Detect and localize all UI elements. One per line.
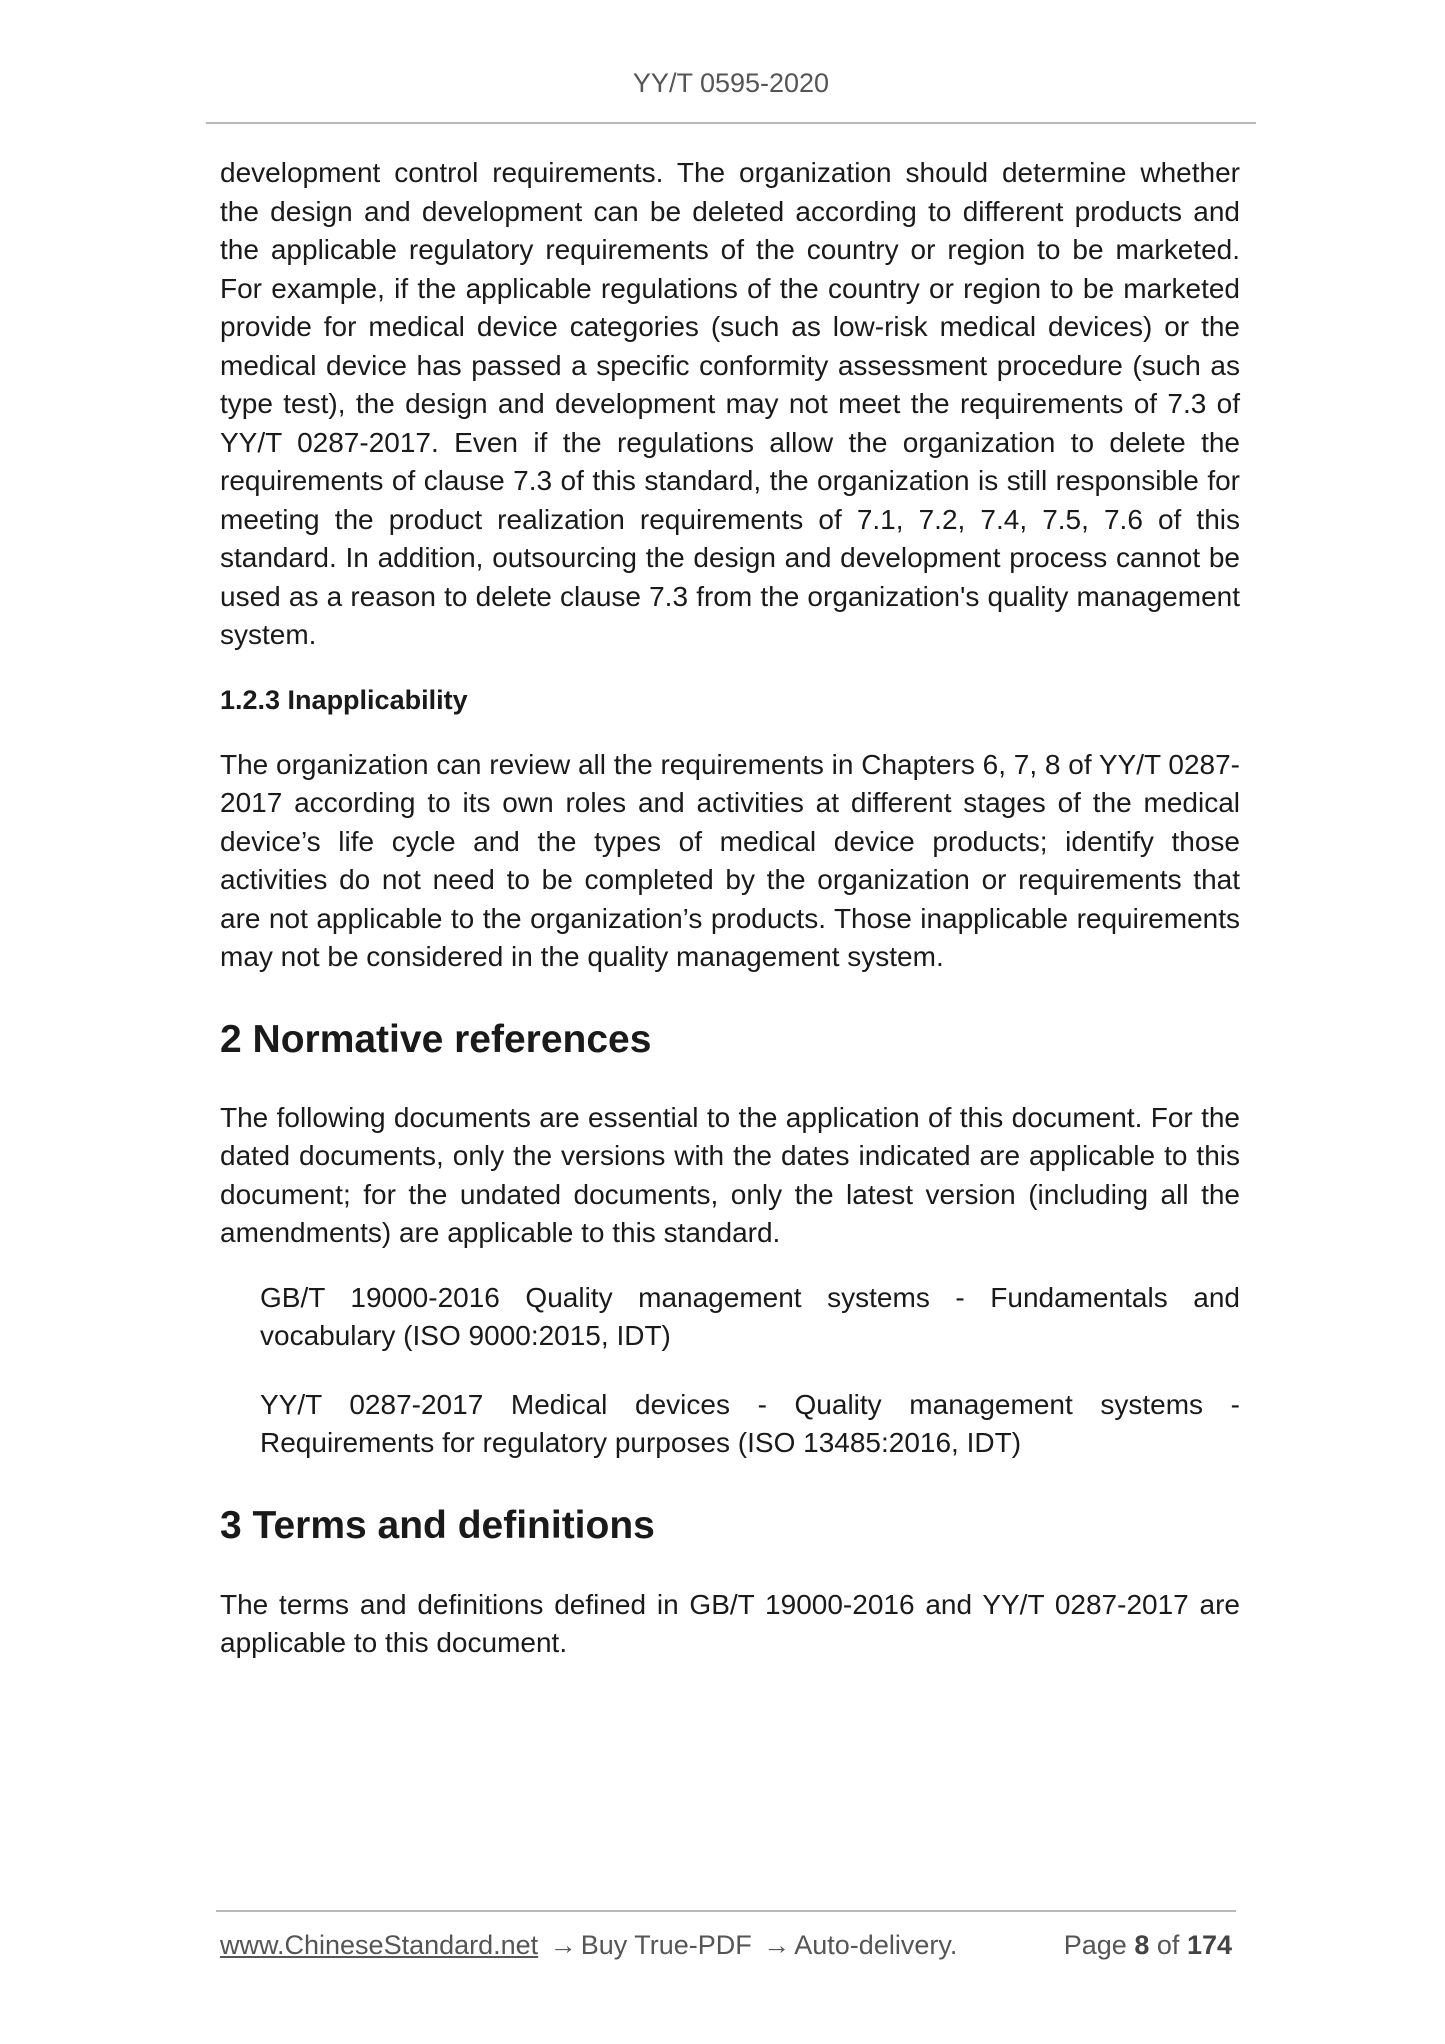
reference-item: GB/T 19000-2016 Quality management systems - Fundamentals and vocabulary (ISO 9000:2015, IDT): [260, 1281, 1240, 1351]
auto-delivery-text: Auto-delivery.: [794, 1930, 958, 1960]
section-heading-terms-definitions: 3 Terms and definitions: [220, 1503, 655, 1547]
buy-true-pdf-text: Buy True-PDF: [580, 1930, 752, 1960]
footer-divider: [216, 1910, 1236, 1912]
website-link[interactable]: www.ChineseStandard.net: [220, 1930, 539, 1960]
page-content: [220, 154, 1240, 1663]
continuation-paragraph: development control requirements. The organization should determine whether the design and development can be deleted according to different products and the applicable regulatory requirements of the country or region to be marketed. For example, if the applicable regulations of the country or region to be marketed provide for medical device categories (such as low-risk medical devices) or the medical device has passed a specific conformity assessment procedure (such as type test), the design and development may not meet the requirements of 7.3 of YY/T 0287-2017. Even if the regulations allow the organization to delete the requirements of clause 7.3 of this standard, the organization is still responsible for meeting the product realization requirements of 7.1, 7.2, 7.4, 7.5, 7.6 of this standard. In addition, outsourcing the design and development process cannot be used as a reason to delete clause 7.3 from the organization's quality management system.: [220, 157, 1240, 650]
normative-references-paragraph: The following documents are essential to the application of this document. For the dated documents, only the versions with the dates indicated are applicable to this document; for the undated documents, only the latest version (including all the amendments) are applicable to this standard.: [220, 1101, 1240, 1248]
page-footer: [220, 1930, 1232, 1961]
terms-definitions-paragraph: The terms and definitions defined in GB/T 19000-2016 and YY/T 0287-2017 are applicable to this document.: [220, 1588, 1240, 1658]
page-number: [1064, 1930, 1232, 1961]
arrow-right-icon: →: [549, 1930, 577, 1960]
header-divider: [206, 122, 1256, 124]
page-current: 8: [1134, 1930, 1150, 1960]
page-label: Page: [1063, 1930, 1127, 1960]
document-code-header: YY/T 0595-2020: [632, 68, 830, 98]
inapplicability-paragraph: The organization can review all the requirements in Chapters 6, 7, 8 of YY/T 0287-2017 according to its own roles and activities at different stages of the medical device’s life cycle and the types of medical device products; identify those activities do not need to be completed by the organization or requirements that are not applicable to the organization’s products. Those inapplicable requirements may not be considered in the quality management system.: [220, 748, 1240, 972]
reference-item: YY/T 0287-2017 Medical devices - Quality management systems - Requirements for regulatory purposes (ISO 13485:2016, IDT): [260, 1388, 1240, 1458]
arrow-right-icon: →: [763, 1930, 791, 1960]
page-of: of: [1156, 1930, 1180, 1960]
page-total: 174: [1186, 1930, 1232, 1960]
section-heading-normative-references: 2 Normative references: [220, 1017, 652, 1061]
subsection-heading-inapplicability: 1.2.3 Inapplicability: [220, 684, 468, 715]
